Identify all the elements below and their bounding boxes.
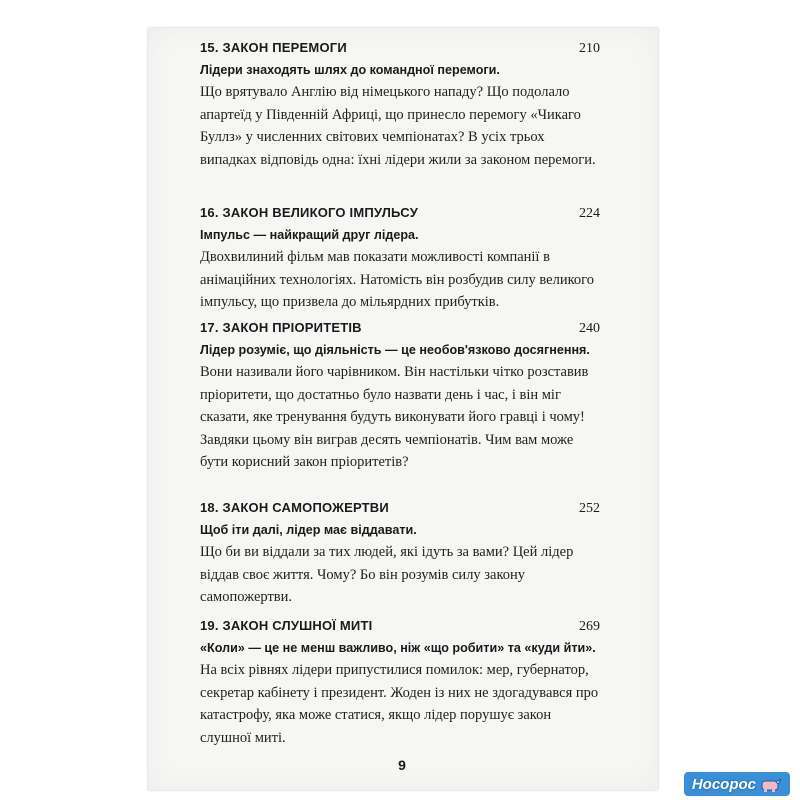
toc-entry-15 xyxy=(200,40,600,171)
entry-page-number: 269 xyxy=(579,619,600,634)
entry-description: Що врятувало Англію від німецького нападу? Що подолало апартеїд у Південній Африці, що принесло перемогу «Чикаго Буллз» у численних світових чемпіонатах? В усіх трьох випадках відповідь одна: їхні лідери жили за законом перемоги. xyxy=(200,84,596,168)
toc-entry-18 xyxy=(200,500,600,609)
entry-page-number: 240 xyxy=(579,321,600,336)
entry-heading: 17. ЗАКОН ПРІОРИТЕТІВ xyxy=(200,320,362,335)
entry-heading: 16. ЗАКОН ВЕЛИКОГО ІМПУЛЬСУ xyxy=(200,205,418,220)
entry-lead: Лідери знаходять шлях до командної перемоги. xyxy=(200,63,500,77)
entry-description: Двохвилиний фільм мав показати можливості компанії в анімаційних технологіях. Натомість він розбудив силу великого імпульсу, що призвела до мільярдних прибутків. xyxy=(200,249,594,310)
entry-lead: Щоб іти далі, лідер має віддавати. xyxy=(200,523,417,537)
entry-lead: Імпульс — найкращий друг лідера. xyxy=(200,228,419,242)
entry-page-number: 224 xyxy=(579,206,600,221)
entry-page-number: 252 xyxy=(579,501,600,516)
rhino-icon xyxy=(760,775,782,793)
page-number: 9 xyxy=(398,757,406,773)
entry-description: На всіх рівнях лідери припустилися помилок: мер, губернатор, секретар кабінету і президент. Жоден із них не здогадувався про катастрофу, яка може статися, якщо лідер порушує закон слушної миті. xyxy=(200,662,599,746)
entry-lead: Лідер розуміє, що діяльність — це необов'язково досягнення. xyxy=(200,343,590,357)
toc-entry-17 xyxy=(200,320,600,474)
entry-page-number: 210 xyxy=(579,41,600,56)
entry-lead: «Коли» — це не менш важливо, ніж «що робити» та «куди йти». xyxy=(200,641,596,655)
entry-heading: 19. ЗАКОН СЛУШНОЇ МИТІ xyxy=(200,618,373,633)
watermark-text: Носорос xyxy=(691,775,756,793)
watermark-logo xyxy=(684,772,790,796)
entry-heading: 18. ЗАКОН САМОПОЖЕРТВИ xyxy=(200,500,389,515)
toc-entry-19 xyxy=(200,618,600,749)
entry-description: Вони називали його чарівником. Він настільки чітко розставив пріоритети, що достатньо було назвати день і час, і він міг сказати, яке тренування будуть виконувати його гравці і чому! Завдяки цьому він виграв десять чемпіонатів. Чим вам може бути корисний закон пріоритетів? xyxy=(200,364,589,470)
entry-description: Що би ви віддали за тих людей, які ідуть за вами? Цей лідер віддав своє життя. Чому? Бо він розумів силу закону самопожертви. xyxy=(200,544,574,605)
entry-heading: 15. ЗАКОН ПЕРЕМОГИ xyxy=(200,40,347,55)
toc-entry-16 xyxy=(200,205,600,314)
